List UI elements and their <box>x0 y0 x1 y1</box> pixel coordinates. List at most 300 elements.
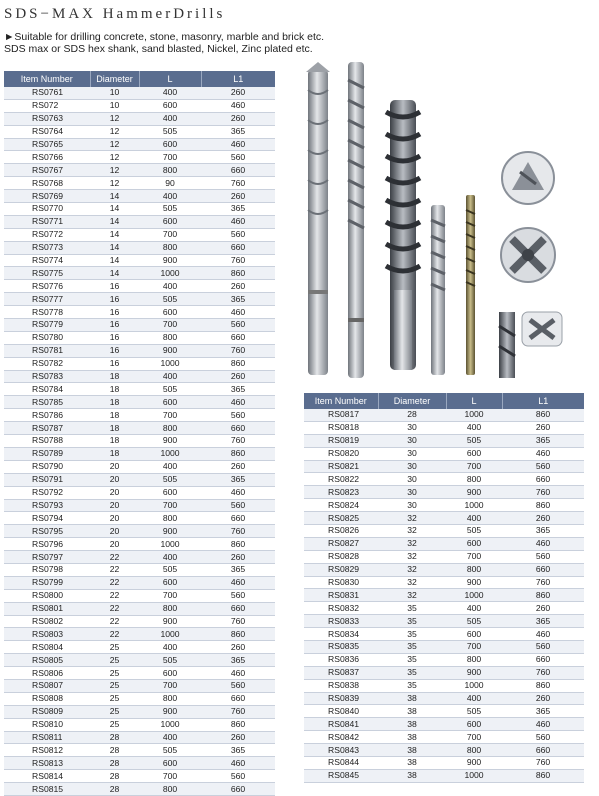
l1-cell: 860 <box>201 628 275 641</box>
item-number-cell: RS0786 <box>4 409 90 422</box>
item-number-cell: RS0818 <box>304 421 378 434</box>
l-cell: 600 <box>139 396 201 409</box>
table-row <box>4 435 275 448</box>
table-row <box>4 692 275 705</box>
shank-end <box>499 312 562 378</box>
table-row <box>4 473 275 486</box>
diameter-cell: 22 <box>90 615 139 628</box>
l-cell: 600 <box>139 667 201 680</box>
l-cell: 600 <box>139 576 201 589</box>
table-header-row <box>4 71 275 87</box>
diameter-cell: 16 <box>90 306 139 319</box>
l1-cell: 560 <box>201 589 275 602</box>
l1-cell: 260 <box>201 641 275 654</box>
table-row <box>304 409 584 421</box>
l-cell: 1000 <box>446 679 502 692</box>
l-cell: 800 <box>446 653 502 666</box>
drill-bit-2 <box>348 62 364 378</box>
l1-cell: 560 <box>502 731 584 744</box>
l1-cell: 660 <box>502 563 584 576</box>
l-cell: 900 <box>139 254 201 267</box>
diameter-cell: 16 <box>90 357 139 370</box>
table-row <box>4 151 275 164</box>
table-row <box>304 525 584 538</box>
l1-cell: 365 <box>502 525 584 538</box>
cross-head-tip <box>501 228 555 282</box>
l-cell: 900 <box>139 435 201 448</box>
table-row <box>304 512 584 525</box>
item-number-cell: RS0764 <box>4 125 90 138</box>
item-number-cell: RS0783 <box>4 370 90 383</box>
item-number-cell: RS0840 <box>304 705 378 718</box>
item-number-cell: RS0845 <box>304 769 378 782</box>
l1-cell: 560 <box>201 151 275 164</box>
item-number-cell: RS0829 <box>304 563 378 576</box>
diameter-cell: 35 <box>378 615 446 628</box>
diameter-cell: 20 <box>90 460 139 473</box>
l1-cell: 260 <box>201 460 275 473</box>
item-number-cell: RS0784 <box>4 383 90 396</box>
l1-cell: 860 <box>201 538 275 551</box>
item-number-cell: RS0802 <box>4 615 90 628</box>
item-number-cell: RS0785 <box>4 396 90 409</box>
diameter-cell: 18 <box>90 409 139 422</box>
table-row <box>4 331 275 344</box>
l-cell: 800 <box>139 783 201 796</box>
item-number-cell: RS0795 <box>4 525 90 538</box>
l1-cell: 560 <box>201 499 275 512</box>
l-cell: 400 <box>139 190 201 203</box>
table-row <box>4 409 275 422</box>
l-cell: 600 <box>139 486 201 499</box>
l-cell: 1000 <box>446 409 502 421</box>
diameter-cell: 28 <box>90 731 139 744</box>
table-row <box>304 641 584 654</box>
diameter-cell: 35 <box>378 641 446 654</box>
item-number-cell: RS0773 <box>4 241 90 254</box>
drill-bit-1 <box>306 62 330 375</box>
l-cell: 505 <box>139 203 201 216</box>
l1-cell: 760 <box>201 344 275 357</box>
l1-cell: 260 <box>201 87 275 99</box>
l-cell: 90 <box>139 177 201 190</box>
item-number-cell: RS0820 <box>304 447 378 460</box>
item-number-cell: RS0777 <box>4 293 90 306</box>
table-row <box>4 267 275 280</box>
diameter-cell: 20 <box>90 512 139 525</box>
l1-cell: 365 <box>201 125 275 138</box>
diameter-cell: 20 <box>90 486 139 499</box>
l-cell: 505 <box>139 563 201 576</box>
table-row <box>4 718 275 731</box>
l-cell: 900 <box>446 666 502 679</box>
l-cell: 600 <box>139 306 201 319</box>
l-cell: 600 <box>446 718 502 731</box>
l1-cell: 460 <box>201 99 275 112</box>
diameter-cell: 20 <box>90 499 139 512</box>
diameter-cell: 30 <box>378 421 446 434</box>
table-row <box>304 473 584 486</box>
item-number-cell: RS0772 <box>4 228 90 241</box>
l-cell: 700 <box>139 319 201 332</box>
item-number-cell: RS0801 <box>4 602 90 615</box>
drill-bit-4 <box>431 205 445 375</box>
table-row <box>4 512 275 525</box>
col-header-diameter: Diameter <box>378 393 446 409</box>
l1-cell: 260 <box>201 112 275 125</box>
diameter-cell: 14 <box>90 215 139 228</box>
diameter-cell: 16 <box>90 319 139 332</box>
item-number-cell: RS0766 <box>4 151 90 164</box>
l1-cell: 260 <box>201 370 275 383</box>
l-cell: 400 <box>446 512 502 525</box>
table-row <box>4 177 275 190</box>
diameter-cell: 32 <box>378 550 446 563</box>
item-number-cell: RS0822 <box>304 473 378 486</box>
diameter-cell: 35 <box>378 602 446 615</box>
l1-cell: 760 <box>201 615 275 628</box>
item-number-cell: RS0776 <box>4 280 90 293</box>
diameter-cell: 20 <box>90 538 139 551</box>
l1-cell: 760 <box>502 576 584 589</box>
description-line-2: SDS max or SDS hex shank, sand blasted, Nickel, Zinc plated etc. <box>4 43 313 55</box>
l-cell: 400 <box>139 87 201 99</box>
l1-cell: 660 <box>201 602 275 615</box>
diameter-cell: 22 <box>90 576 139 589</box>
l-cell: 1000 <box>139 628 201 641</box>
l-cell: 600 <box>139 138 201 151</box>
l1-cell: 660 <box>502 744 584 757</box>
l1-cell: 860 <box>502 589 584 602</box>
item-number-cell: RS0782 <box>4 357 90 370</box>
item-number-cell: RS0807 <box>4 679 90 692</box>
l-cell: 600 <box>139 99 201 112</box>
table-row <box>4 486 275 499</box>
l1-cell: 660 <box>201 241 275 254</box>
diameter-cell: 16 <box>90 344 139 357</box>
item-number-cell: RS0774 <box>4 254 90 267</box>
l1-cell: 860 <box>502 499 584 512</box>
l-cell: 700 <box>139 151 201 164</box>
l-cell: 800 <box>139 512 201 525</box>
diameter-cell: 25 <box>90 667 139 680</box>
item-number-cell: RS0792 <box>4 486 90 499</box>
diameter-cell: 18 <box>90 435 139 448</box>
l1-cell: 460 <box>201 576 275 589</box>
diameter-cell: 32 <box>378 589 446 602</box>
l1-cell: 260 <box>201 280 275 293</box>
table-row <box>304 550 584 563</box>
col-header-diameter: Diameter <box>90 71 139 87</box>
diameter-cell: 38 <box>378 731 446 744</box>
item-number-cell: RS0800 <box>4 589 90 602</box>
l-cell: 800 <box>139 164 201 177</box>
diameter-cell: 38 <box>378 744 446 757</box>
table-row <box>304 705 584 718</box>
table-row <box>4 615 275 628</box>
diameter-cell: 25 <box>90 692 139 705</box>
l-cell: 700 <box>139 409 201 422</box>
table-row <box>4 383 275 396</box>
l1-cell: 860 <box>201 718 275 731</box>
l-cell: 505 <box>139 744 201 757</box>
item-number-cell: RS0804 <box>4 641 90 654</box>
l1-cell: 460 <box>502 718 584 731</box>
l1-cell: 260 <box>502 602 584 615</box>
diameter-cell: 14 <box>90 190 139 203</box>
diameter-cell: 10 <box>90 87 139 99</box>
diameter-cell: 28 <box>90 744 139 757</box>
diameter-cell: 12 <box>90 151 139 164</box>
table-row <box>304 421 584 434</box>
table-row <box>4 203 275 216</box>
l-cell: 1000 <box>446 589 502 602</box>
diameter-cell: 18 <box>90 396 139 409</box>
table-row <box>4 99 275 112</box>
item-number-cell: RS0806 <box>4 667 90 680</box>
table-row <box>4 757 275 770</box>
table-row <box>304 602 584 615</box>
item-number-cell: RS0842 <box>304 731 378 744</box>
item-number-cell: RS0809 <box>4 705 90 718</box>
item-number-cell: RS0789 <box>4 447 90 460</box>
l1-cell: 760 <box>201 525 275 538</box>
diameter-cell: 28 <box>90 757 139 770</box>
table-body <box>304 409 584 782</box>
table-row <box>304 563 584 576</box>
l1-cell: 660 <box>201 164 275 177</box>
diameter-cell: 38 <box>378 757 446 770</box>
table-row <box>304 486 584 499</box>
item-number-cell: RS0808 <box>4 692 90 705</box>
drill-tip-closeup <box>502 152 554 204</box>
table-row <box>4 280 275 293</box>
l-cell: 505 <box>139 383 201 396</box>
table-row <box>4 306 275 319</box>
table-row <box>4 744 275 757</box>
diameter-cell: 28 <box>90 783 139 796</box>
table-row <box>4 667 275 680</box>
diameter-cell: 20 <box>90 473 139 486</box>
l1-cell: 560 <box>201 319 275 332</box>
table-row <box>304 692 584 705</box>
diameter-cell: 16 <box>90 331 139 344</box>
l-cell: 800 <box>139 241 201 254</box>
l1-cell: 860 <box>502 679 584 692</box>
diameter-cell: 16 <box>90 280 139 293</box>
l1-cell: 460 <box>201 306 275 319</box>
l1-cell: 860 <box>201 267 275 280</box>
l-cell: 1000 <box>139 447 201 460</box>
l-cell: 900 <box>139 525 201 538</box>
l1-cell: 660 <box>201 422 275 435</box>
item-number-cell: RS0835 <box>304 641 378 654</box>
l1-cell: 460 <box>201 757 275 770</box>
table-row <box>4 499 275 512</box>
l-cell: 700 <box>139 679 201 692</box>
table-row <box>4 705 275 718</box>
diameter-cell: 35 <box>378 679 446 692</box>
table-row <box>4 460 275 473</box>
l1-cell: 365 <box>201 203 275 216</box>
l1-cell: 460 <box>502 628 584 641</box>
diameter-cell: 38 <box>378 769 446 782</box>
l-cell: 800 <box>446 473 502 486</box>
diameter-cell: 12 <box>90 164 139 177</box>
l1-cell: 560 <box>201 679 275 692</box>
diameter-cell: 20 <box>90 525 139 538</box>
diameter-cell: 28 <box>90 770 139 783</box>
table-row <box>4 319 275 332</box>
table-row <box>304 769 584 782</box>
diameter-cell: 18 <box>90 447 139 460</box>
l1-cell: 460 <box>201 667 275 680</box>
item-number-cell: RS0832 <box>304 602 378 615</box>
l1-cell: 365 <box>502 434 584 447</box>
l1-cell: 860 <box>201 357 275 370</box>
table-row <box>304 589 584 602</box>
l-cell: 600 <box>139 215 201 228</box>
item-number-cell: RS0817 <box>304 409 378 421</box>
table-row <box>4 783 275 796</box>
item-number-cell: RS0831 <box>304 589 378 602</box>
diameter-cell: 32 <box>378 563 446 576</box>
item-number-cell: RS0821 <box>304 460 378 473</box>
table-row <box>304 757 584 770</box>
table-row <box>304 447 584 460</box>
l-cell: 1000 <box>139 718 201 731</box>
l-cell: 700 <box>446 550 502 563</box>
item-number-cell: RS0771 <box>4 215 90 228</box>
l1-cell: 460 <box>201 138 275 151</box>
l1-cell: 860 <box>502 409 584 421</box>
l-cell: 1000 <box>446 769 502 782</box>
l-cell: 400 <box>139 641 201 654</box>
spec-table-right <box>304 393 584 783</box>
l-cell: 400 <box>139 551 201 564</box>
l-cell: 1000 <box>139 267 201 280</box>
diameter-cell: 10 <box>90 99 139 112</box>
diameter-cell: 30 <box>378 499 446 512</box>
table-row <box>304 666 584 679</box>
table-row <box>304 744 584 757</box>
l1-cell: 560 <box>502 460 584 473</box>
spec-table-left <box>4 71 275 796</box>
item-number-cell: RS0834 <box>304 628 378 641</box>
item-number-cell: RS0761 <box>4 87 90 99</box>
l1-cell: 760 <box>502 757 584 770</box>
l-cell: 400 <box>139 731 201 744</box>
l1-cell: 660 <box>502 473 584 486</box>
col-header-l1: L1 <box>201 71 275 87</box>
diameter-cell: 22 <box>90 551 139 564</box>
l-cell: 400 <box>139 112 201 125</box>
table-body <box>4 87 275 795</box>
l1-cell: 260 <box>201 731 275 744</box>
l-cell: 505 <box>139 654 201 667</box>
l1-cell: 460 <box>201 486 275 499</box>
item-number-cell: RS0812 <box>4 744 90 757</box>
table-row <box>304 653 584 666</box>
diameter-cell: 38 <box>378 718 446 731</box>
item-number-cell: RS0844 <box>304 757 378 770</box>
table-row <box>304 615 584 628</box>
l-cell: 505 <box>446 434 502 447</box>
l1-cell: 460 <box>201 396 275 409</box>
l1-cell: 660 <box>502 653 584 666</box>
l-cell: 1000 <box>139 357 201 370</box>
table-row <box>304 434 584 447</box>
drill-bit-5 <box>466 195 475 375</box>
item-number-cell: RS0839 <box>304 692 378 705</box>
diameter-cell: 25 <box>90 705 139 718</box>
l1-cell: 260 <box>502 421 584 434</box>
diameter-cell: 32 <box>378 525 446 538</box>
l-cell: 600 <box>446 537 502 550</box>
l1-cell: 365 <box>201 563 275 576</box>
table-row <box>4 576 275 589</box>
l1-cell: 460 <box>502 447 584 460</box>
diameter-cell: 14 <box>90 241 139 254</box>
item-number-cell: RS0763 <box>4 112 90 125</box>
l-cell: 800 <box>139 692 201 705</box>
item-number-cell: RS0767 <box>4 164 90 177</box>
l-cell: 800 <box>139 331 201 344</box>
item-number-cell: RS0823 <box>304 486 378 499</box>
l1-cell: 260 <box>201 190 275 203</box>
diameter-cell: 12 <box>90 177 139 190</box>
item-number-cell: RS0791 <box>4 473 90 486</box>
item-number-cell: RS0765 <box>4 138 90 151</box>
item-number-cell: RS0833 <box>304 615 378 628</box>
diameter-cell: 32 <box>378 576 446 589</box>
item-number-cell: RS0799 <box>4 576 90 589</box>
item-number-cell: RS0810 <box>4 718 90 731</box>
diameter-cell: 22 <box>90 589 139 602</box>
l-cell: 700 <box>446 731 502 744</box>
table-row <box>4 563 275 576</box>
l-cell: 400 <box>139 370 201 383</box>
table-row <box>4 602 275 615</box>
l-cell: 600 <box>139 757 201 770</box>
diameter-cell: 18 <box>90 422 139 435</box>
diameter-cell: 25 <box>90 718 139 731</box>
table-row <box>304 576 584 589</box>
diameter-cell: 25 <box>90 654 139 667</box>
l1-cell: 365 <box>201 293 275 306</box>
l1-cell: 365 <box>502 705 584 718</box>
diameter-cell: 30 <box>378 473 446 486</box>
drill-bit-3 <box>386 100 420 370</box>
drill-bits-photo <box>290 50 599 385</box>
item-number-cell: RS0797 <box>4 551 90 564</box>
item-number-cell: RS0815 <box>4 783 90 796</box>
l1-cell: 560 <box>201 409 275 422</box>
l1-cell: 365 <box>201 654 275 667</box>
l-cell: 700 <box>139 499 201 512</box>
table-row <box>4 228 275 241</box>
l1-cell: 560 <box>502 550 584 563</box>
item-number-cell: RS0843 <box>304 744 378 757</box>
diameter-cell: 35 <box>378 653 446 666</box>
table-row <box>4 190 275 203</box>
l-cell: 505 <box>139 473 201 486</box>
diameter-cell: 22 <box>90 628 139 641</box>
item-number-cell: RS0794 <box>4 512 90 525</box>
l-cell: 505 <box>446 615 502 628</box>
item-number-cell: RS0805 <box>4 654 90 667</box>
l1-cell: 365 <box>502 615 584 628</box>
